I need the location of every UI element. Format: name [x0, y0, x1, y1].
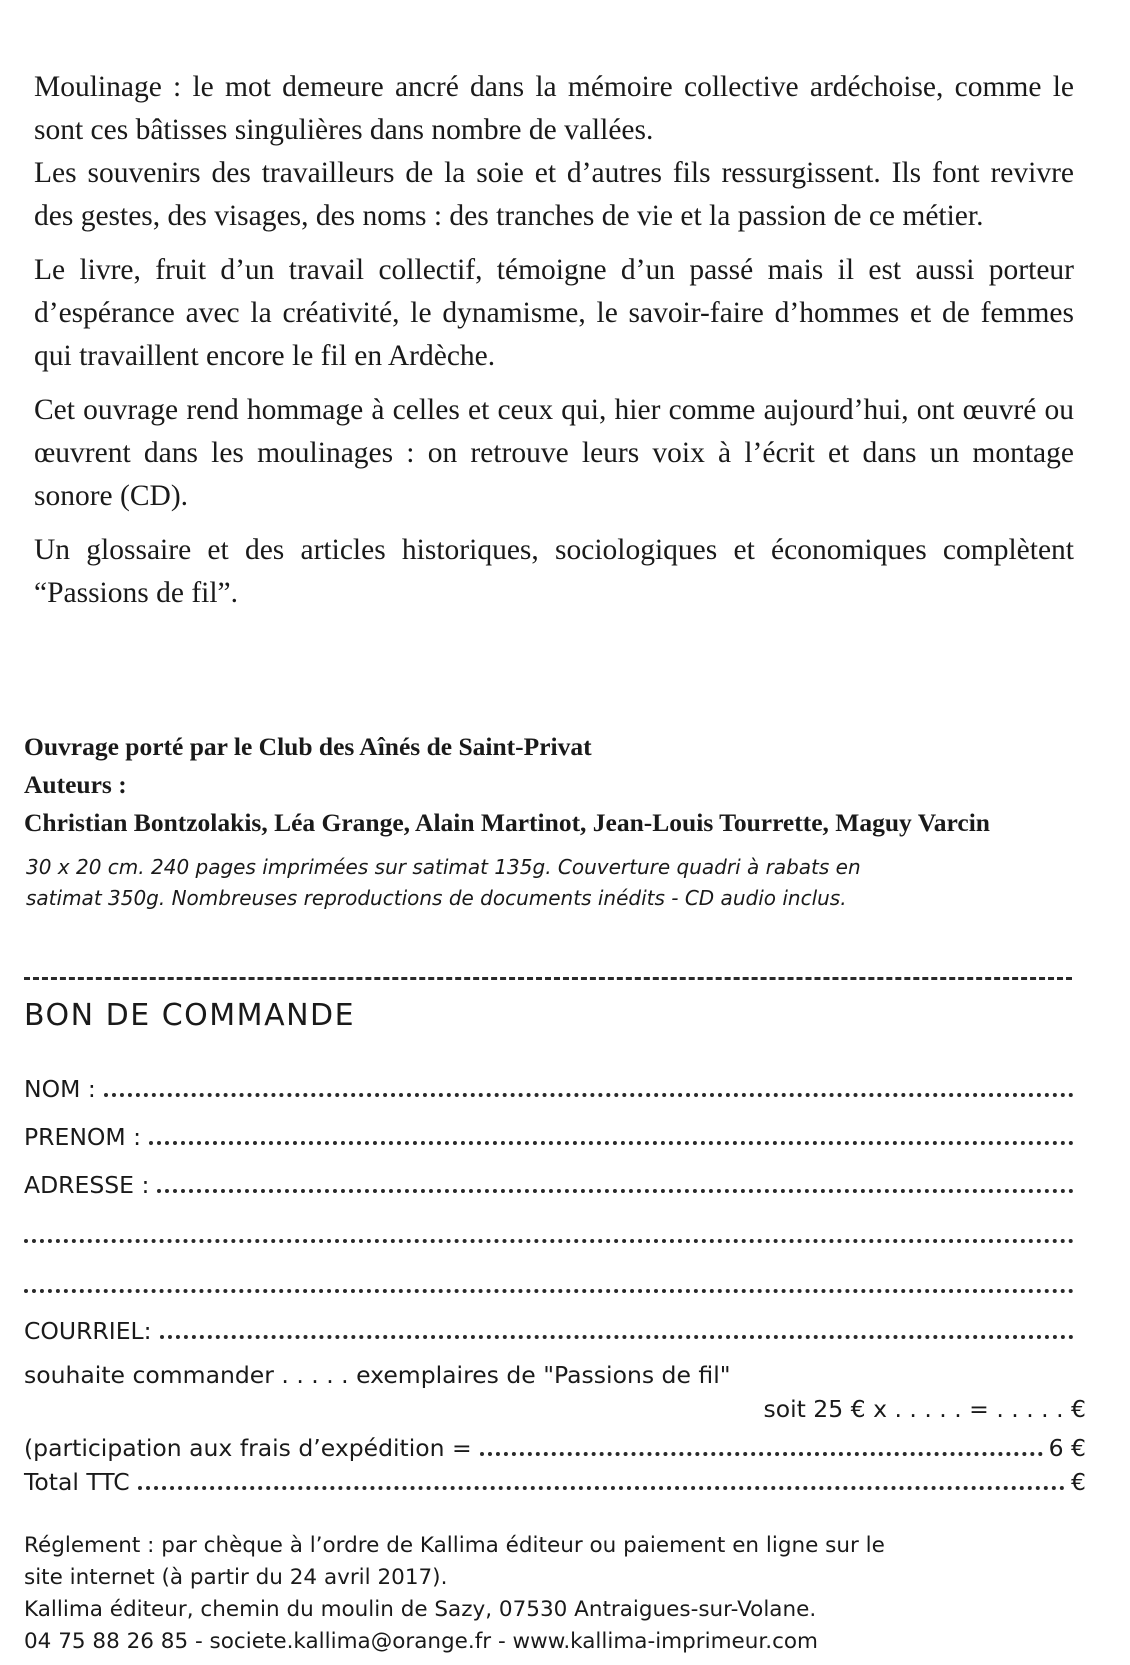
sponsor-line: Ouvrage porté par le Club des Aînés de Saint-Privat — [24, 732, 592, 761]
order-text-a: souhaite commander — [24, 1361, 274, 1389]
total-label: Total TTC — [24, 1468, 130, 1496]
address-line: Kallima éditeur, chemin du moulin de Sazy, 07530 Antraigues-sur-Volane. — [24, 1597, 817, 1622]
order-form-title: BON DE COMMANDE — [24, 998, 356, 1033]
order-text-b: exemplaires de "Passions de fil" — [356, 1361, 731, 1389]
quantity-blank[interactable]: . . . . . — [281, 1361, 349, 1389]
adresse-line-2[interactable] — [24, 1213, 1074, 1247]
shipping-value: 6 € — [1048, 1434, 1086, 1462]
subtotal-text: soit 25 € x . . . . . = . . . . . € — [763, 1395, 1086, 1423]
authors-heading: Auteurs : — [24, 770, 127, 799]
intro-text-1: Moulinage : le mot demeure ancré dans la mémoire collective ardéchoise, comme le sont ces bâtisses singulières dans nombre de vallées. — [34, 71, 1074, 146]
intro-paragraph-1 — [34, 66, 1074, 238]
shipping-line — [24, 1426, 1086, 1460]
adresse-label: ADRESSE : — [24, 1171, 150, 1199]
intro-text-1b: Les souvenirs des travailleurs de la soie et d’autres fils ressurgissent. Ils font revivre des gestes, des visages, des noms : des tranches de vie et la passion de ce métier. — [34, 157, 1074, 232]
payment-line-2: site internet (à partir du 24 avril 2017). — [24, 1565, 448, 1590]
adresse-field[interactable] — [24, 1163, 1074, 1197]
payment-contact-info — [24, 1530, 1094, 1658]
authors-list: Christian Bontzolakis, Léa Grange, Alain Martinot, Jean-Louis Tourrette, Maguy Varcin — [24, 808, 990, 837]
total-value: € — [1071, 1468, 1086, 1496]
adresse-dotted-line-2[interactable] — [24, 1213, 1074, 1243]
prenom-dotted-line[interactable] — [149, 1115, 1074, 1145]
adresse-line-3[interactable] — [24, 1263, 1074, 1297]
intro-paragraph-4: Un glossaire et des articles historiques, sociologiques et économiques complètent “Passions de fil”. — [34, 534, 1074, 609]
adresse-dotted-line-3[interactable] — [24, 1263, 1074, 1293]
specs-line-1: 30 x 20 cm. 240 pages imprimées sur satimat 135g. Couverture quadri à rabats en — [26, 855, 861, 879]
book-specs — [26, 852, 1086, 914]
total-line — [24, 1460, 1086, 1494]
shipping-label: (participation aux frais d’expédition = — [24, 1434, 472, 1462]
nom-field[interactable] — [24, 1067, 1074, 1101]
adresse-dotted-line-1[interactable] — [157, 1163, 1074, 1193]
credits — [24, 728, 1094, 842]
total-dots[interactable] — [138, 1460, 1065, 1490]
payment-line-1: Réglement : par chèque à l’ordre de Kallima éditeur ou paiement en ligne sur le — [24, 1533, 885, 1558]
nom-dotted-line[interactable] — [104, 1067, 1074, 1097]
order-line — [24, 1358, 731, 1392]
subtotal-line — [24, 1392, 1086, 1426]
specs-line-2: satimat 350g. Nombreuses reproductions de documents inédits - CD audio inclus. — [26, 886, 847, 910]
courriel-label: COURRIEL: — [24, 1317, 152, 1345]
contact-line[interactable]: 04 75 88 26 85 - societe.kallima@orange.fr - www.kallima-imprimeur.com — [24, 1629, 818, 1654]
book-description — [34, 66, 1074, 626]
intro-paragraph-2: Le livre, fruit d’un travail collectif, témoigne d’un passé mais il est aussi porteur d’espérance avec la créativité, le dynamisme, le savoir-faire d’hommes et de femmes qui travaillent encore le fil en Ardèche. — [34, 254, 1074, 372]
intro-paragraph-3: Cet ouvrage rend hommage à celles et ceux qui, hier comme aujourd’hui, ont œuvré ou œuvrent dans les moulinages : on retrouve leurs voix à l’écrit et dans un montage sonore (CD). — [34, 394, 1074, 512]
prenom-field[interactable] — [24, 1115, 1074, 1149]
prenom-label: PRENOM : — [24, 1123, 142, 1151]
shipping-dots — [480, 1426, 1043, 1456]
cut-line — [24, 977, 1072, 980]
courriel-field[interactable] — [24, 1309, 1074, 1343]
nom-label: NOM : — [24, 1075, 96, 1103]
courriel-dotted-line[interactable] — [160, 1309, 1074, 1339]
